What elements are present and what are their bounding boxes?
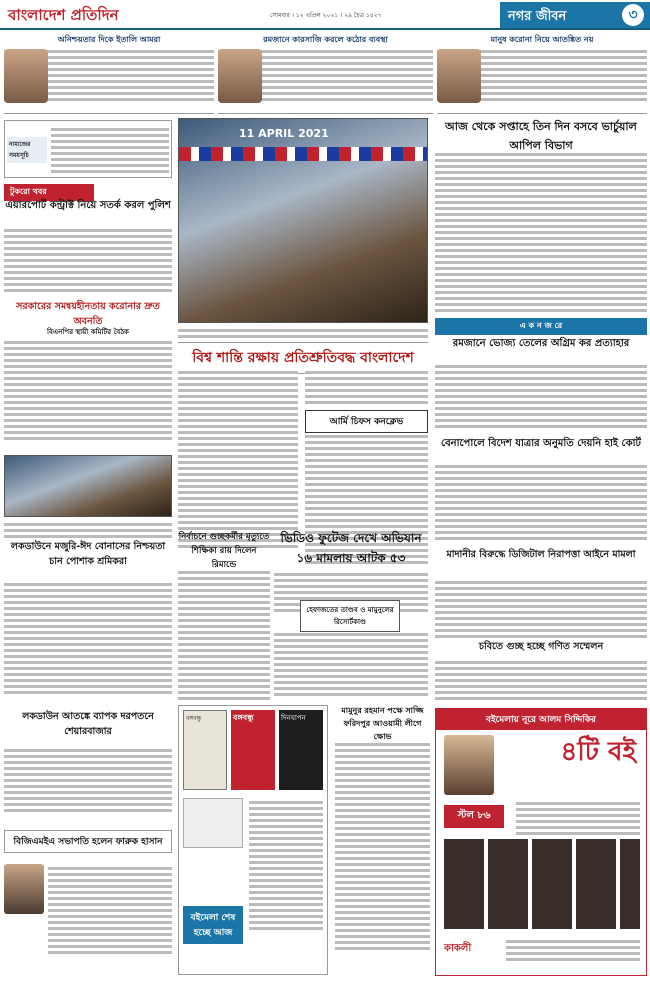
top-brief-3 [437,34,647,114]
story-headline: লকডাউনে মজুরি-ঈদ বোনাসের নিশ্চয়তা চান পোশাক শ্রমিকরা [10,541,166,567]
portrait-photo [437,49,481,103]
story-headline: বিজিএমইএ সভাপতি হলেন ফারুক হাসান [4,830,172,853]
story-headline: এয়ারপোর্ট কন্ট্রাক্ট নিয়ে সতর্ক করল পুলিশ [5,200,171,211]
story-headline: বেনাপোলে বিদেশ যাত্রার অনুমতি দেয়নি হাই কোর্ট [441,438,641,449]
story-body [274,630,428,699]
prayer-label: নামাজের সময়সূচি [7,137,47,163]
story-body [4,226,172,295]
story-headline: মাদানীর বিরুদ্ধে ডিজিটাল নিরাপত্তা আইনে মামলা [446,549,636,560]
section-title: নগর জীবন [508,9,567,24]
story-headline: চবিতে গুচ্ছ হচ্ছে গণিত সম্মেলন [478,641,604,652]
story-body [4,338,172,443]
story-body [178,568,270,703]
top-brief-1 [4,34,214,114]
masthead [0,0,650,30]
top-brief-title: মানুষ করোনা নিয়ে আতঙ্কিত নয় [490,35,594,44]
story-body [435,578,647,641]
story-body [435,462,647,543]
stall-badge: স্টল ৮৬ [444,805,504,828]
story-headline: মামুনুর রহমান পক্ষে সাজ্জি ফরিদপুর আওয়ামী লীগে ক্ষোভ [341,706,424,741]
section-tag: এ ক ন জ রে [435,318,647,335]
author-photo [444,735,494,795]
ad-header: বইমেলায় নূরে আলম সিদ্দিকির [436,709,646,730]
portrait-photo [4,864,44,914]
ad-book-count: ৪টি বই [560,737,636,767]
photo-banner-text: 11 APRIL 2021 [239,127,329,140]
inset-box: হেফাজতের তাণ্ডব ও মামুনুলের রিসোর্টকাণ্ড [300,600,400,632]
story-headline: লকডাউন আতঙ্কে ব্যাপক দরপতনে শেয়ারবাজার [22,711,154,737]
publisher-logo: কাকলী [444,943,472,954]
story-body [335,740,430,953]
page-number: ৩ [622,4,644,26]
book-promo-ad [435,708,647,976]
book-fair-caption: বইমেলা শেষ হচ্ছে আজ [183,906,243,944]
story-body [4,580,172,697]
story-headline: আজ থেকে সপ্তাহে তিন দিন বসবে ভার্চুয়াল আপিল বিভাগ [445,120,637,152]
portrait-photo [218,49,262,103]
photo-caption [4,520,172,541]
book-ad [178,705,328,975]
book-cover: দিনযাপন [279,710,323,790]
top-brief-2 [218,34,433,114]
photo-caption [178,326,428,341]
boxed-subhead: আর্মি চিফস কনক্লেভ [305,410,428,433]
story-body [435,362,647,431]
issue-date: সোমবার । ১২ এপ্রিল ২০২১ । ২৯ চৈত্র ১৪২৭ [270,12,382,19]
story-body [4,746,172,815]
story-body [48,864,172,957]
story-body [435,658,647,703]
portrait-photo [4,49,48,103]
story-headline: নির্বাচনে গুচ্ছকর্মীর মৃত্যুতে শিক্ষিকা রায় দিলেন রিমান্ডে [178,532,270,570]
section-tag: টুকরো খবর [4,184,94,201]
top-brief-title: রমজানে কারসাজি করলে কঠোর ব্যবস্থা [263,35,388,44]
story-body [435,150,647,315]
story-subhead: বিএনপির স্থায়ী কমিটির বৈঠক [47,328,129,336]
book-cover: বঙ্গবন্ধু [231,710,275,790]
book-covers-row [444,839,640,929]
section-banner [500,2,650,28]
main-photo [178,118,428,323]
top-brief-title: অনিশ্চয়তার দিকে ইতালি আমরা [57,35,161,44]
book-cover: বঙ্গবন্ধু [183,710,227,790]
story-body [178,368,298,551]
story-body [305,368,428,407]
newspaper-logo: বাংলাদেশ প্রতিদিন [8,6,119,24]
story-headline: রমজানে ভোজ্য তেলের অগ্রিম কর প্রত্যাহার [452,338,630,349]
story-headline: সরকারের সমন্বয়হীনতায় করোনার দ্রুত অবনতি [16,301,160,327]
story-headline: ভিডিও ফুটেজ দেখে অভিযান ১৬ মামলায় আটক ৫৩ [280,531,422,565]
news-photo [4,455,172,517]
flags-row [179,147,427,161]
main-headline: বিশ্ব শান্তি রক্ষায় প্রতিশ্রুতিবদ্ধ বাংলাদেশ [178,342,428,374]
book-cover-image [183,798,243,848]
prayer-times-box [4,120,172,178]
